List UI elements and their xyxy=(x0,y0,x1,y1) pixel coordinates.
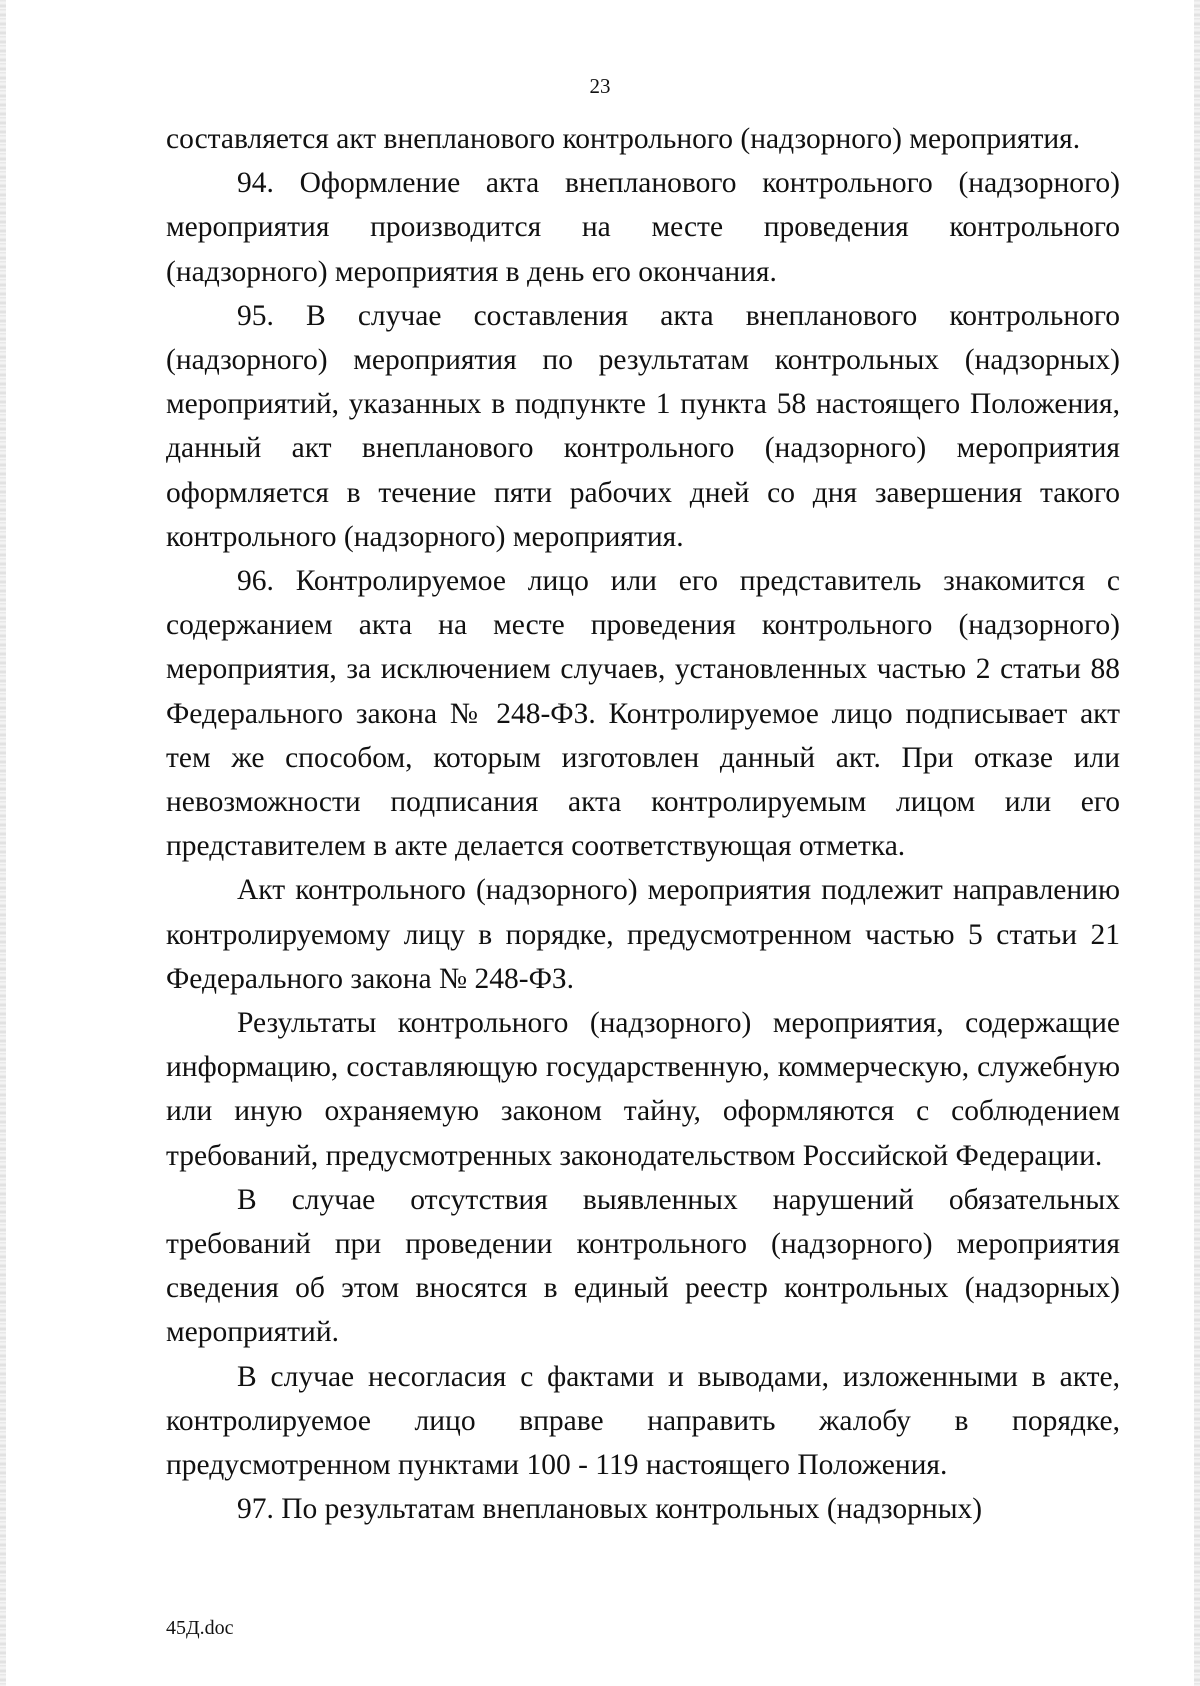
page-number: 23 xyxy=(589,74,611,98)
scan-edge-left xyxy=(0,0,6,1686)
paragraph-96-act-direction: Акт контрольного (надзорного) мероприятия подлежит направлению контролируемому лицу в порядке, предусмотренном частью 5 статьи 21 Федерального закона № 248-ФЗ. xyxy=(166,874,1120,995)
paragraph-continuation: составляется акт внепланового контрольного (надзорного) мероприятия. xyxy=(166,123,1081,155)
paragraph-95: 95. В случае составления акта внепланового контрольного (надзорного) мероприятия по результатам контрольных (надзорных) мероприятий, указанных в подпункте 1 пункта 58 настоящего Положения, данный акт внепланового контрольного (надзорного) мероприятия оформляется в течение пяти рабочих дней со дня завершения такого контрольного (надзорного) мероприятия. xyxy=(166,299,1120,553)
paragraph-96-no-violations: В случае отсутствия выявленных нарушений обязательных требований при проведении контрольного (надзорного) мероприятия сведения об этом вносятся в единый реестр контрольных (надзорных) мероприятий. xyxy=(166,1183,1120,1349)
paragraph-96-secret-info: Результаты контрольного (надзорного) мероприятия, содержащие информацию, составляющую государственную, коммерческую, служебную или иную охраняемую законом тайну, оформляются с соблюдением требований, предусмотренных законодательством Российской Федерации. xyxy=(166,1007,1120,1172)
footer-filename: 45Д.doc xyxy=(166,1617,234,1639)
paragraph-96-complaint: В случае несогласия с фактами и выводами, изложенными в акте, контролируемое лицо вправе направить жалобу в порядке, предусмотренном пунктами 100 - 119 настоящего Положения. xyxy=(166,1360,1120,1482)
paragraph-96: 96. Контролируемое лицо или его представитель знакомится с содержанием акта на месте проведения контрольного (надзорного) мероприятия, за исключением случаев, установленных частью 2 статьи 88 Федерального закона № 248-ФЗ. Контролируемое лицо подписывает акт тем же способом, которым изготовлен данный акт. При отказе или невозможности подписания акта контролируемым лицом или его представителем в акте делается соответствующая отметка. xyxy=(166,565,1120,863)
scan-edge-right xyxy=(1194,0,1200,1686)
paragraph-97: 97. По результатам внеплановых контрольных (надзорных) xyxy=(237,1493,983,1526)
paragraph-94: 94. Оформление акта внепланового контрольного (надзорного) мероприятия производится на месте проведения контрольного (надзорного) мероприятия в день его окончания. xyxy=(166,167,1120,288)
document-body xyxy=(166,117,1120,1532)
